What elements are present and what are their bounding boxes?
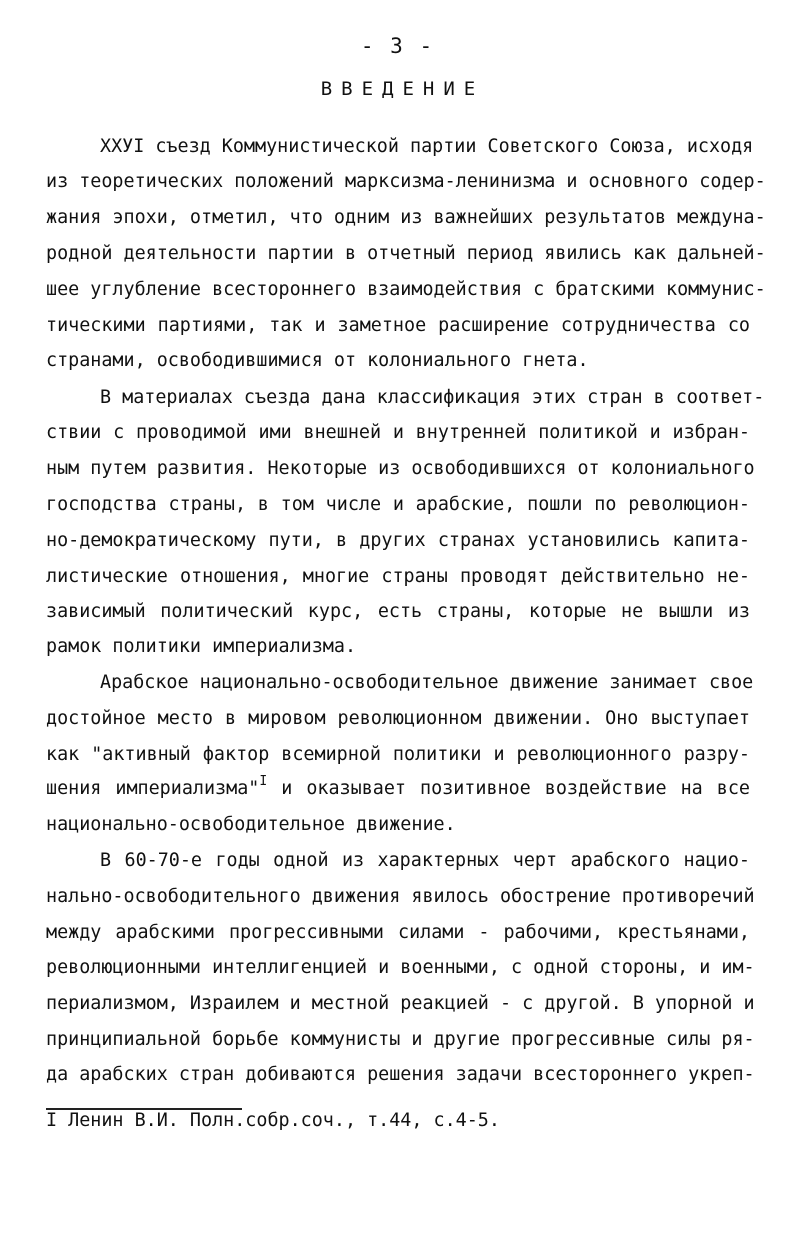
text-line: но-демократическому пути, в других странах установились капита- (46, 530, 750, 551)
text-line: достойное место в мировом революционном движении. Оно выступает (46, 708, 750, 729)
text-line: ХХУI съезд Коммунистической партии Советского Союза, исходя (100, 136, 754, 157)
page-number: - 3 - (360, 34, 435, 58)
text-line: ствии с проводимой ими внешней и внутренней политикой и избран- (46, 422, 750, 443)
text-line: из теоретических положений марксизма-ленинизма и основного содер- (46, 171, 766, 192)
text-line: В 60-70-е годы одной из характерных черт арабского нацио- (100, 850, 750, 871)
text-line: Арабское национально-освободительное движение занимает свое (100, 672, 754, 693)
text-line: нально-освободительного движения явилось обострение противоречий (46, 886, 755, 907)
text-line: да арабских стран добиваются решения задачи всестороннего укреп- (46, 1064, 755, 1085)
text-line: принципиальной борьбе коммунисты и другие прогрессивные силы ря- (46, 1029, 755, 1050)
text-line: тическими партиями, так и заметное расширение сотрудничества со (46, 315, 750, 336)
text-line: листические отношения, многие страны проводят действительно не- (46, 566, 750, 587)
text-line: родной деятельности партии в отчетный период явились как дальней- (46, 243, 766, 264)
text-line: как "активный фактор всемирной политики и революционного разру- (46, 744, 750, 765)
text-line: между арабскими прогрессивными силами - рабочими, крестьянами, (46, 922, 750, 943)
text-fragment: шения империализма" (46, 778, 260, 799)
text-line: господства страны, в том числе и арабские, пошли по революцион- (46, 494, 750, 515)
footnote: I Ленин В.И. Полн.собр.соч., т.44, с.4-5. (46, 1110, 500, 1131)
text-line: периализмом, Израилем и местной реакцией - с другой. В упорной и (46, 993, 755, 1014)
text-line: зависимый политический курс, есть страны, которые не вышли из (46, 601, 750, 622)
text-line: шее углубление всестороннего взаимодействия с братскими коммунис- (46, 279, 766, 300)
text-line: ным путем развития. Некоторые из освободившихся от колониального (46, 458, 755, 479)
text-line: В материалах съезда дана классификация этих стран в соответ- (100, 387, 765, 408)
text-line: жания эпохи, отметил, что одним из важнейших результатов междуна- (46, 207, 766, 228)
footnote-reference: I (259, 774, 268, 789)
section-heading: ВВЕДЕНИЕ (320, 78, 485, 100)
text-fragment: и оказывает позитивное воздействие на все (281, 778, 750, 799)
text-line: революционными интеллигенцией и военными, с одной стороны, и им- (46, 957, 755, 978)
text-line: странами, освободившимися от колониального гнета. (46, 350, 589, 371)
text-line: рамок политики империализма. (46, 636, 357, 657)
text-line (46, 774, 750, 804)
text-line: национально-освободительное движение. (46, 814, 456, 835)
